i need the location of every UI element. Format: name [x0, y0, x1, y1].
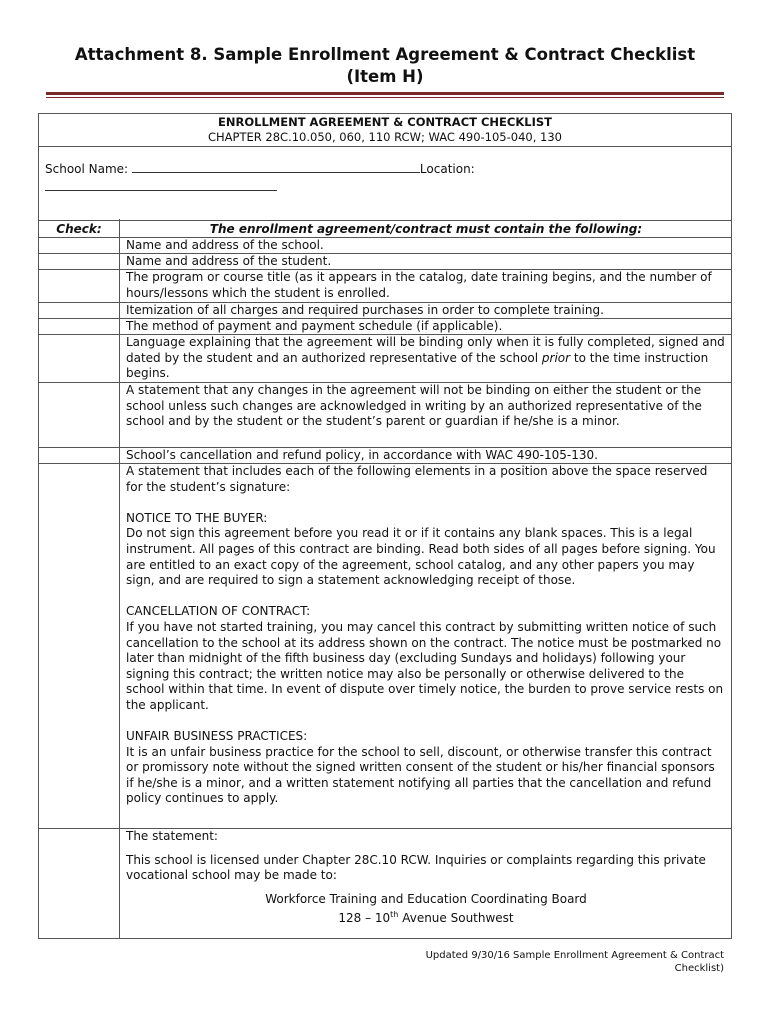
school-name-row	[45, 162, 475, 176]
location-label: Location:	[419, 162, 475, 176]
board-address	[126, 907, 726, 927]
address-street: Avenue Southwest	[398, 911, 514, 926]
list-item: School’s cancellation and refund policy, in accordance with WAC 490-105-130.	[126, 448, 598, 462]
list-item	[126, 335, 726, 382]
statement-label: The statement:	[126, 829, 218, 843]
checklist-table	[38, 113, 732, 939]
notice-intro: A statement that includes each of the following elements in a position above the space reserved for the student’s signature:	[126, 464, 708, 494]
unfair-heading: UNFAIR BUSINESS PRACTICES:	[126, 729, 308, 744]
requirements-column-header: The enrollment agreement/contract must contain the following:	[209, 222, 643, 236]
title-line-2: (Item H)	[346, 67, 424, 86]
page-footer	[384, 949, 724, 975]
table-heading: ENROLLMENT AGREEMENT & CONTRACT CHECKLIST	[218, 115, 552, 129]
statement-section	[126, 829, 726, 927]
list-item: Name and address of the school.	[126, 238, 324, 252]
list-item: Name and address of the student.	[126, 254, 332, 268]
school-name-label: School Name:	[45, 162, 132, 176]
title-line-1: Attachment 8. Sample Enrollment Agreement & Contract Checklist	[74, 45, 696, 64]
school-name-field[interactable]	[132, 162, 420, 173]
item-emphasis: prior	[541, 350, 571, 365]
footer-line-1: Updated 9/30/16 Sample Enrollment Agreement & Contract	[425, 950, 724, 961]
item-text: Language explaining that the agreement will be binding only when it is fully completed, signed and dated by the student and an authorized representative of the school	[126, 335, 725, 365]
location-field[interactable]	[45, 190, 277, 191]
check-column-divider	[119, 219, 120, 938]
list-item: The program or course title (as it appears in the catalog, date training begins, and the number of hours/lessons which the student is enrolled.	[126, 270, 712, 300]
title-rule-thin	[46, 97, 724, 98]
divider	[39, 146, 731, 147]
footer-line-2: Checklist)	[674, 963, 724, 974]
notice-section	[126, 464, 726, 807]
divider	[39, 220, 731, 221]
list-item: Itemization of all charges and required purchases in order to complete training.	[126, 303, 604, 317]
table-header	[39, 114, 731, 145]
title-rule-thick	[46, 92, 724, 95]
table-subheading: CHAPTER 28C.10.050, 060, 110 RCW; WAC 490-105-040, 130	[207, 130, 562, 144]
buyer-text: Do not sign this agreement before you read it or if it contains any blank spaces. This is a legal instrument. All pages of this contract are binding. Read both sides of all pages before signing. You are entitled to an exact copy of the agreement, school catalog, and any other papers you may sign, and are required to sign a statement acknowledging receipt of those.	[126, 526, 716, 588]
list-item: The method of payment and payment schedule (if applicable).	[126, 319, 503, 333]
check-column-header: Check:	[56, 222, 102, 236]
statement-text: This school is licensed under Chapter 28C.10 RCW. Inquiries or complaints regarding this private vocational school may be made to:	[126, 852, 706, 883]
cancel-text: If you have not started training, you may cancel this contract by submitting written notice of such cancellation to the school at its address shown on the contract. The notice must be postmarked no later than midnight of the fifth business day (excluding Sundays and holidays) following your signing this contract; the written notice may also be personally or otherwise delivered to the school within that time. In event of dispute over timely notice, the burden to prove service rests on the applicant.	[126, 619, 724, 712]
list-item: A statement that any changes in the agreement will not be binding on either the student or the school unless such changes are acknowledged in writing by an authorized representative of the school and by the student or the student’s parent or guardian if he/she is a minor.	[126, 383, 702, 429]
board-name: Workforce Training and Education Coordinating Board	[265, 891, 587, 906]
address-number: 128 – 10	[338, 911, 391, 926]
page-title	[0, 44, 770, 88]
address-ordinal: th	[390, 910, 399, 920]
buyer-heading: NOTICE TO THE BUYER:	[126, 510, 268, 525]
cancel-heading: CANCELLATION OF CONTRACT:	[126, 604, 311, 619]
unfair-text: It is an unfair business practice for the school to sell, discount, or otherwise transfer this contract or promissory note without the signed written consent of the student or his/her financial sponsors if he/she is a minor, and a written statement notifying all parties that the cancellation and refund policy continues to apply.	[126, 744, 715, 806]
item-text: to the time instruction begins.	[126, 350, 709, 381]
